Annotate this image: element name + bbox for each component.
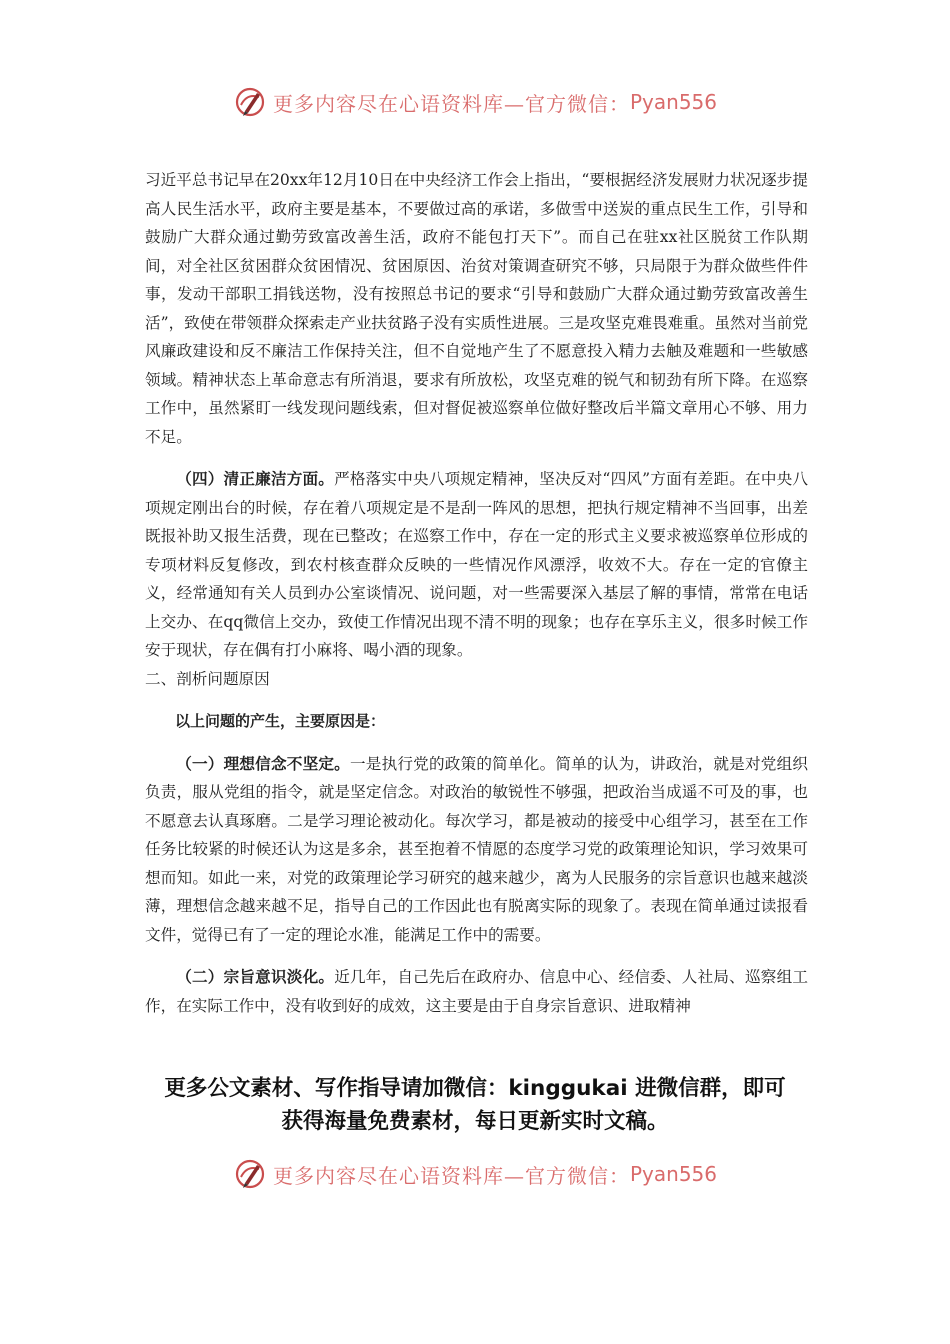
promo-banner — [120, 1072, 830, 1138]
watermark-text: 更多内容尽在心语资料库—官方微信： — [272, 1163, 630, 1188]
watermark-id: Pyan556 — [629, 1162, 717, 1186]
watermark-text: 更多内容尽在心语资料库—官方微信： — [272, 91, 630, 116]
paragraph-1: 习近平总书记早在20xx年12月10日在中央经济工作会上指出，“要根据经济发展财力状况逐步提高人民生活水平，政府主要是基本，不要做过高的承诺，多做雪中送炭的重点民生工作，引导和鼓励广大群众通过勤劳致富改善生活，政府不能包打天下”。而自己在驻xx社区脱贫工作队期间，对全社区贫困群众贫困情况、贫困原因、治贫对策调查研究不够，只局限于为群众做些件件事，发动干部职工捐钱送物，没有按照总书记的要求“引导和鼓励广大群众通过勤劳致富改善生活”，致使在带领群众探索走产业扶贫路子没有实质性进展。三是攻坚克难畏难重。虽然对当前党风廉政建设和反不廉洁工作保持关注，但不自觉地产生了不愿意投入精力去触及难题和一些敏感领域。精神状态上革命意志有所消退，要求有所放松，攻坚克难的锐气和韧劲有所下降。在巡察工作中，虽然紧盯一线发现问题线索，但对督促被巡察单位做好整改后半篇文章用心不够、用力不足。 — [145, 171, 808, 446]
watermark-header — [0, 80, 950, 124]
paragraph-integrity-text: 严格落实中央八项规定精神，坚决反对“四风”方面有差距。在中央八项规定刚出台的时候，存在着八项规定是不是刮一阵风的思想，把执行规定精神不当回事，出差既报补助又报生活费，现在已整改；在巡察工作中，存在一定的形式主义要求被巡察单位形成的专项材料反复修改，到农村核查群众反映的一些情况作风漂浮，收效不大。存在一定的官僚主义，经常通知有关人员到办公室谈情况、说问题，对一些需要深入基层了解的事情，常常在电话上交办、在qq微信上交办，致使工作情况出现不清不明的现象；也存在享乐主义，很多时候工作安于现状，存在偶有打小麻将、喝小酒的现象。 — [145, 470, 808, 659]
section-heading-analysis: 二、剖析问题原因 — [145, 669, 270, 688]
watermark-footer — [0, 1152, 950, 1196]
heading-belief: （一）理想信念不坚定。 — [176, 753, 350, 773]
promo-line-2: 获得海量免费素材，每日更新实时文稿。 — [281, 1109, 669, 1134]
paragraph-purpose — [145, 963, 808, 1020]
paragraph-belief — [145, 750, 808, 950]
watermark-id: Pyan556 — [629, 90, 717, 114]
document-body — [145, 166, 808, 1020]
cause-intro: 以上问题的产生，主要原因是： — [175, 712, 386, 730]
paragraph-belief-text: 一是执行党的政策的简单化。简单的认为，讲政治，就是对党组织负责，服从党组的指令，就是坚定信念。对政治的敏锐性不够强，把政治当成遥不可及的事，也不愿意去认真琢磨。二是学习理论被动化。每次学习，都是被动的接受中心组学习，甚至在工作任务比较紧的时候还认为这是多余，甚至抱着不情愿的态度学习党的政策理论知识，学习效果可想而知。如此一来，对党的政策理论学习研究的越来越少，离为人民服务的宗旨意识也越来越淡薄，理想信念越来越不足，指导自己的工作因此也有脱离实际的现象了。表现在简单通过读报看文件，觉得已有了一定的理论水准，能满足工作中的需要。 — [145, 754, 808, 944]
promo-line-1: 更多公文素材、写作指导请加微信：kinggukai 进微信群，即可 — [164, 1076, 786, 1101]
paragraph-purpose-text: 近几年，自己先后在政府办、信息中心、经信委、人社局、巡察组工作，在实际工作中，没有收到好的成效，这主要是由于自身宗旨意识、进取精神 — [145, 968, 808, 1015]
pen-swirl-logo-icon — [233, 85, 267, 119]
heading-integrity: （四）清正廉洁方面。 — [176, 469, 335, 488]
pen-swirl-logo-icon — [233, 1157, 267, 1191]
heading-purpose: （二）宗旨意识淡化。 — [176, 967, 335, 986]
paragraph-integrity — [145, 465, 808, 665]
